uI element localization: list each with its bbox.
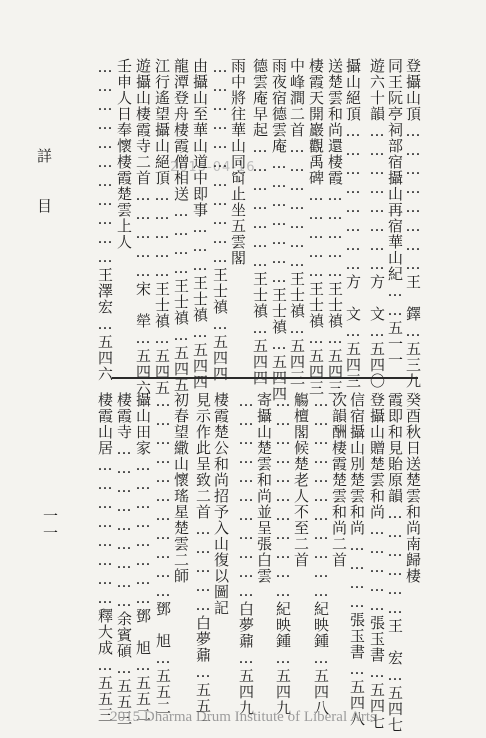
toc-entry: ……………………………紀映鍾…五四九 — [274, 392, 292, 716]
page-number: 一一 — [41, 508, 59, 542]
toc-entry: ……………………………王澤宏…五四六 — [96, 58, 114, 382]
toc-entry: 攝山絕頂……………………方 文…五四三 — [344, 58, 362, 389]
toc-entry: 登攝山贈楚雲和尚……………張玉書…五四七 — [368, 392, 386, 730]
toc-entry: 同王阮亭祠部宿攝山再宿華山紀……五一一 — [386, 58, 404, 368]
running-head: 詳 目 — [35, 148, 53, 223]
toc-entry: ……………………………鄧 旭…五五二 — [154, 392, 172, 716]
section-divider — [112, 377, 418, 379]
toc-entry: 德雲庵早起…………………王士禛…五四四 — [251, 58, 269, 386]
toc-entry: 遊六十韻……………………方 文…五四〇 — [368, 58, 386, 389]
toc-entry: 遊攝山棲霞寺二首……………宋 犖…五四六 — [134, 58, 152, 396]
toc-entry: 雨中將往華山同䆗止坐五雲閣 — [229, 58, 247, 266]
toc-entry: 初春望繖山懷瑤星楚雲二師 — [172, 392, 190, 584]
toc-entry: 癸酉秋日送楚雲和尚南歸棲 — [404, 392, 422, 584]
toc-entry: 雨夜宿德雲庵…………………王士禛…五四四 — [270, 58, 288, 402]
toc-entry: ……………………………白夢鼐…五四九 — [237, 392, 255, 716]
institution-watermark: 2015 Dharma Drum Institute of Liberal Arts — [110, 709, 376, 725]
toc-entry: 送楚雲和尚還棲霞……………王士禛…五四三 — [326, 58, 344, 396]
toc-entry: ……………………………紀映鍾…五四八 — [312, 392, 330, 716]
toc-entry: 觴檀閣候楚老人不至二首 — [292, 392, 310, 568]
toc-entry: 壬申人日奉懷棲霞楚雲上人 — [115, 58, 133, 250]
toc-entry: 登攝山頂……………………王 鐸…五三九 — [404, 58, 422, 389]
toc-entry: 棲霞山居……………………釋大成…五五三 — [96, 392, 114, 723]
toc-entry: 攝山田家……………………鄧 旭…五五二 — [134, 392, 152, 723]
toc-entry: 霞即和見貽原韻………………王 宏…五四七 — [386, 392, 404, 733]
toc-entry: 次韻酬棲霞楚雲和尚二首 — [330, 392, 348, 568]
toc-entry: 棲霞天開巖觀禹碑……………王士禛…五四三 — [307, 58, 325, 396]
date-watermark: 2015-04-16 — [170, 160, 256, 175]
toc-entry: 由攝山至華山道中即事………王士禛…五四四 — [191, 58, 209, 390]
toc-entry: 寄攝山楚雲和尚並呈張白雲 — [255, 392, 273, 584]
toc-entry: 中峰澗二首…………………王士禛…五四三 — [288, 58, 306, 386]
toc-entry: 見示作此呈致二首……………白夢鼐…五五一 — [194, 392, 212, 730]
toc-entry: 龍潭登舟棲霞僧相送…………王士禛…五四五 — [172, 58, 190, 393]
toc-entry: 信宿攝山別楚雲和尚…………張玉書…五四八 — [348, 392, 366, 727]
toc-entry: 棲霞楚公和尚招予入山復以圖記 — [212, 392, 230, 616]
toc-entry: 江行遙望攝山絕頂……………王士禛…五四五 — [153, 58, 171, 396]
toc-entry: ……………………………王士禛…五四四 — [211, 58, 229, 382]
toc-entry: 棲霞寺………………………余賓碩…五五三 — [115, 392, 133, 726]
